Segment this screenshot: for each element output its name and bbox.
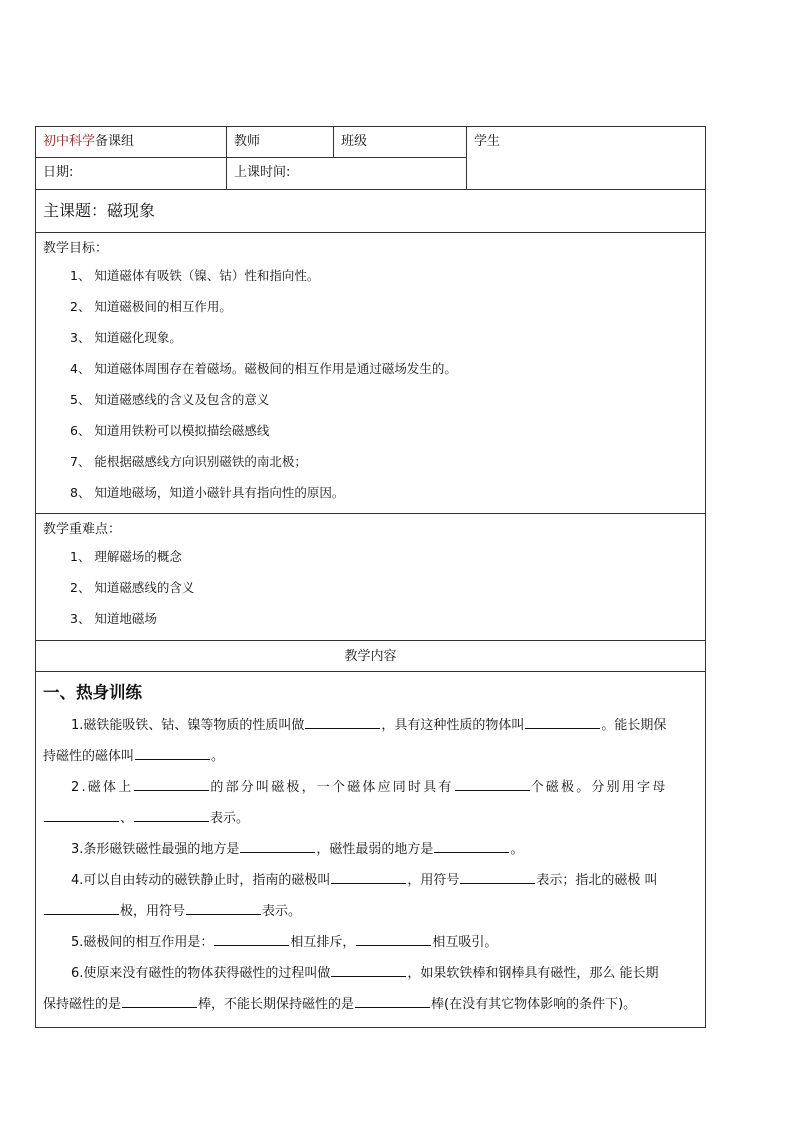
header-block: [36, 127, 705, 190]
answer-blank[interactable]: [134, 809, 209, 822]
objective-item: 3、 知道磁化现象。: [70, 330, 182, 345]
question-5: 5.磁极间的相互作用是： 相互排斥， 相互吸引。: [71, 935, 498, 950]
objectives-title: 教学目标：: [43, 241, 109, 256]
key-points-title: 教学重难点：: [43, 522, 122, 537]
objective-item: 6、 知道用铁粉可以模拟描绘磁感线: [70, 423, 270, 438]
group-cell: [36, 127, 227, 158]
warmup-row: [36, 672, 705, 1027]
answer-blank[interactable]: [305, 716, 380, 729]
lesson-plan-table: [35, 126, 706, 1028]
objective-item: 8、 知道地磁场，知道小磁针具有指向性的原因。: [70, 485, 345, 500]
teacher-cell: [227, 127, 334, 158]
lesson-time-cell: [227, 158, 467, 190]
answer-blank[interactable]: [331, 964, 406, 977]
lesson-time-label: 上课时间:: [234, 165, 291, 180]
objective-item: 5、 知道磁感线的含义及包含的意义: [70, 392, 270, 407]
answer-blank[interactable]: [240, 840, 315, 853]
objectives-row: [36, 233, 705, 514]
objective-item: 1、 知道磁体有吸铁（镍、钴）性和指向性。: [70, 268, 320, 283]
group-label: 备课组: [95, 134, 135, 149]
topic-row: [36, 190, 705, 233]
key-point-item: 3、 知道地磁场: [70, 611, 157, 626]
group-label-red: 初中科学: [43, 134, 96, 149]
answer-blank[interactable]: [135, 747, 210, 760]
objective-item: 4、 知道磁体周围存在着磁场。磁极间的相互作用是通过磁场发生的。: [70, 361, 457, 376]
objective-item: 2、 知道磁极间的相互作用。: [70, 299, 232, 314]
question-4-cont: 极，用符号 表示。: [36, 896, 705, 927]
content-header-row: [36, 641, 705, 672]
answer-blank[interactable]: [434, 840, 509, 853]
date-label: 日期:: [43, 165, 74, 180]
answer-blank[interactable]: [525, 716, 600, 729]
question-4: 4.可以自由转动的磁铁静止时，指南的磁极叫 ，用符号 表示；指北的磁极 叫: [71, 873, 658, 888]
answer-blank[interactable]: [331, 871, 406, 884]
class-cell: [334, 127, 467, 158]
warmup-heading: 一、热身训练: [43, 683, 142, 702]
answer-blank[interactable]: [186, 902, 261, 915]
answer-blank[interactable]: [460, 871, 535, 884]
answer-blank[interactable]: [44, 809, 119, 822]
key-point-item: 1、 理解磁场的概念: [70, 549, 182, 564]
answer-blank[interactable]: [134, 778, 209, 791]
teacher-label: 教师: [234, 134, 261, 149]
topic-title: 主课题：磁现象: [43, 201, 156, 220]
class-label: 班级: [341, 134, 368, 149]
question-6-cont: 保持磁性的是 棒，不能长期保持磁性的是 棒(在没有其它物体影响的条件下)。: [43, 997, 637, 1012]
answer-blank[interactable]: [214, 933, 289, 946]
content-header: 教学内容: [344, 649, 397, 664]
answer-blank[interactable]: [44, 902, 119, 915]
answer-blank[interactable]: [455, 778, 530, 791]
question-1-cont: 持磁性的磁体叫 。: [43, 749, 225, 764]
question-2-cont: 、 表示。: [36, 803, 705, 834]
answer-blank[interactable]: [355, 995, 430, 1008]
student-cell: [467, 127, 705, 190]
question-2: 2.磁体上 的部分叫磁极，一个磁体应同时具有 个磁极。分别用字母: [71, 780, 668, 795]
answer-blank[interactable]: [356, 933, 431, 946]
question-6: 6.使原来没有磁性的物体获得磁性的过程叫做 ，如果软铁棒和钢棒具有磁性，那么 能长期: [71, 966, 659, 981]
student-label: 学生: [474, 134, 501, 149]
objective-item: 7、 能根据磁感线方向识别磁铁的南北极；: [70, 454, 307, 469]
answer-blank[interactable]: [122, 995, 197, 1008]
date-cell: [36, 158, 227, 190]
key-point-item: 2、 知道磁感线的含义: [70, 580, 195, 595]
question-1: 1.磁铁能吸铁、钴、镍等物质的性质叫做 ，具有这种性质的物体叫 。能长期保: [71, 718, 667, 733]
question-3: 3.条形磁铁磁性最强的地方是 ，磁性最弱的地方是 。: [71, 842, 524, 857]
key-points-row: [36, 514, 705, 641]
